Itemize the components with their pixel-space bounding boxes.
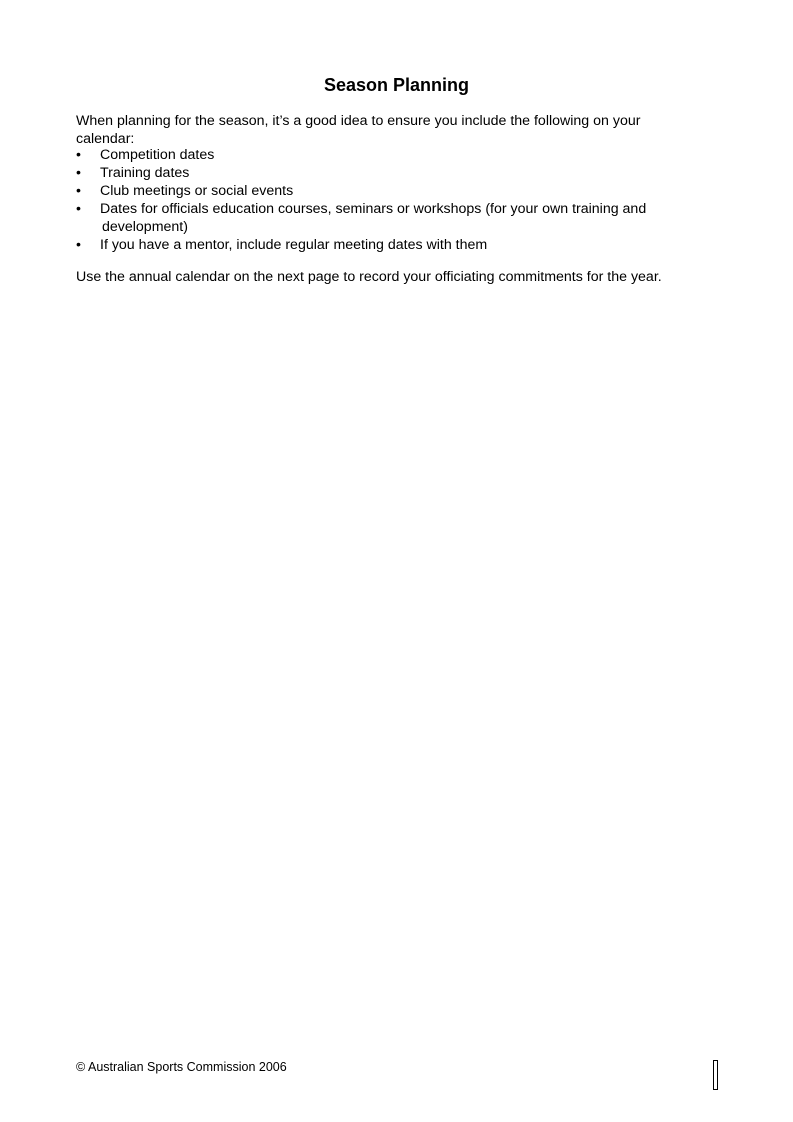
list-item-text: Dates for officials education courses, seminars or workshops (for your own training and xyxy=(100,201,647,217)
page-marker-icon xyxy=(713,1060,718,1090)
list-item xyxy=(76,201,686,236)
list-item xyxy=(76,237,686,255)
list-item xyxy=(76,147,686,165)
list-item-text: Club meetings or social events xyxy=(100,183,294,199)
copyright-footer: © Australian Sports Commission 2006 xyxy=(76,1060,287,1074)
bullet-icon: • xyxy=(76,183,81,199)
list-item xyxy=(76,165,686,183)
list-item-text: Competition dates xyxy=(100,147,215,163)
page-title: Season Planning xyxy=(323,75,470,95)
bullet-icon: • xyxy=(76,236,81,253)
bullet-icon: • xyxy=(76,147,81,163)
list-item-continuation: development) xyxy=(102,218,188,235)
list-item-text: Training dates xyxy=(100,165,190,181)
list-item xyxy=(76,183,686,201)
bullet-list xyxy=(76,147,686,255)
bullet-icon: • xyxy=(76,201,81,217)
list-item-text: If you have a mentor, include regular meeting dates with them xyxy=(100,236,488,253)
intro-paragraph: When planning for the season, it’s a good idea to ensure you include the following on your calendar: xyxy=(76,113,641,147)
bullet-icon: • xyxy=(76,165,81,181)
closing-paragraph: Use the annual calendar on the next page to record your officiating commitments for the year. xyxy=(76,269,662,285)
